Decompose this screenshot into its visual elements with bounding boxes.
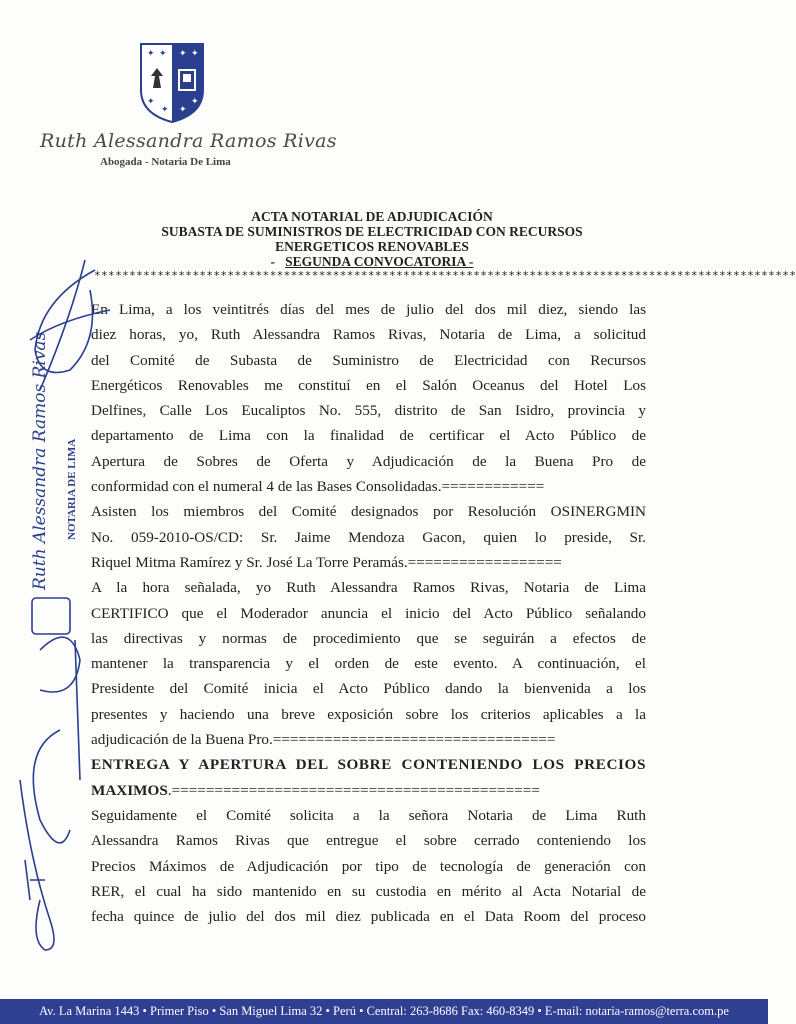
star-separator: **************************************************************************************************** (94, 269, 796, 282)
title-dash: - (270, 254, 276, 269)
body-line: las directivas y normas de procedimiento que se seguirán a efectos de (91, 629, 646, 647)
svg-text:✦: ✦ (161, 104, 169, 114)
body-line: departamento de Lima con la finalidad de certificar el Acto Público de (91, 427, 646, 445)
footer-contact-bar: Av. La Marina 1443 • Primer Piso • San Miguel Lima 32 • Perú • Central: 263-8686 Fax: 460-8349 • E-mail: notaria-ramos@terra.com.pe (0, 999, 768, 1024)
notary-crest-logo (139, 42, 205, 124)
body-line: diez horas, yo, Ruth Alessandra Ramos Rivas, Notaria de Lima, a solicitud (91, 326, 646, 344)
title-line-4 (100, 254, 644, 269)
section-heading-maximos: MAXIMOS (91, 781, 168, 799)
stamp-name: Ruth Alessandra Ramos Rivas (30, 331, 50, 590)
body-line: Alessandra Ramos Rivas que entregue el sobre cerrado conteniendo los (91, 832, 646, 850)
stamp-role: NOTARIA DE LIMA (66, 438, 78, 540)
body-line: En Lima, a los veintitrés días del mes de julio del dos mil diez, siendo las (91, 301, 646, 318)
body-line: No. 059-2010-OS/CD: Sr. Jaime Mendoza Gacon, quien lo preside, Sr. (91, 528, 646, 546)
title-line-3: ENERGETICOS RENOVABLES (275, 239, 469, 254)
section-heading-rest: .=========================================== (167, 781, 540, 799)
letterhead-name: Ruth Alessandra Ramos Rivas (40, 130, 337, 152)
body-line: presentes y haciendo una breve exposición sobre los criterios aplicables a la (91, 705, 646, 723)
body-line: RER, el cual ha sido mantenido en su custodia en mérito al Acta Notarial de (91, 882, 646, 900)
section-heading-line-1: ENTREGA Y APERTURA DEL SOBRE CONTENIENDO LOS PRECIOS (91, 756, 646, 774)
section-heading-line-2 (91, 778, 646, 803)
notary-stamp (30, 331, 90, 590)
title-line-1: ACTA NOTARIAL DE ADJUDICACIÓN (251, 209, 493, 224)
svg-text:✦: ✦ (147, 96, 155, 106)
body-line: Delfines, Calle Los Eucaliptos No. 555, distrito de San Isidro, provincia y (91, 402, 646, 420)
document-body (91, 297, 646, 929)
svg-text:✦: ✦ (147, 48, 155, 58)
body-line: del Comité de Subasta de Suministro de Electricidad con Recursos (91, 351, 646, 369)
body-line: A la hora señalada, yo Ruth Alessandra Ramos Rivas, Notaria de Lima (91, 579, 646, 597)
body-line: mantener la transparencia y el orden de este evento. A continuación, el (91, 655, 646, 673)
svg-text:✦: ✦ (159, 48, 167, 58)
body-line: Energéticos Renovables me constituí en el Salón Oceanus del Hotel Los (91, 376, 646, 394)
document-title (100, 209, 644, 269)
body-line: Seguidamente el Comité solicita a la señora Notaria de Lima Ruth (91, 806, 646, 824)
letterhead-subtitle: Abogada - Notaria De Lima (100, 156, 231, 168)
body-line: Riquel Mitma Ramírez y Sr. José La Torre Peramás.================== (91, 553, 562, 571)
body-line: Asisten los miembros del Comité designados por Resolución OSINERGMIN (91, 503, 646, 521)
body-line: Apertura de Sobres de Oferta y Adjudicación de la Buena Pro de (91, 452, 646, 470)
title-line-2: SUBASTA DE SUMINISTROS DE ELECTRICIDAD CON RECURSOS (161, 224, 583, 239)
body-line: conformidad con el numeral 4 de las Bases Consolidadas.============ (91, 478, 545, 496)
body-line: adjudicación de la Buena Pro.================================= (91, 731, 556, 749)
body-line: fecha quince de julio del dos mil diez publicada en el Data Room del proceso (91, 908, 646, 926)
svg-text:✦: ✦ (179, 104, 187, 114)
body-line: CERTIFICO que el Moderador anuncia el inicio del Acto Público señalando (91, 604, 646, 622)
svg-text:✦: ✦ (179, 48, 187, 58)
body-line: Presidente del Comité inicia el Acto Público dando la bienvenida a los (91, 680, 646, 698)
svg-text:✦: ✦ (191, 96, 199, 106)
title-convocatoria: SEGUNDA CONVOCATORIA - (285, 254, 474, 269)
svg-text:✦: ✦ (191, 48, 199, 58)
body-line: Precios Máximos de Adjudicación por tipo de tecnología de generación con (91, 857, 646, 875)
